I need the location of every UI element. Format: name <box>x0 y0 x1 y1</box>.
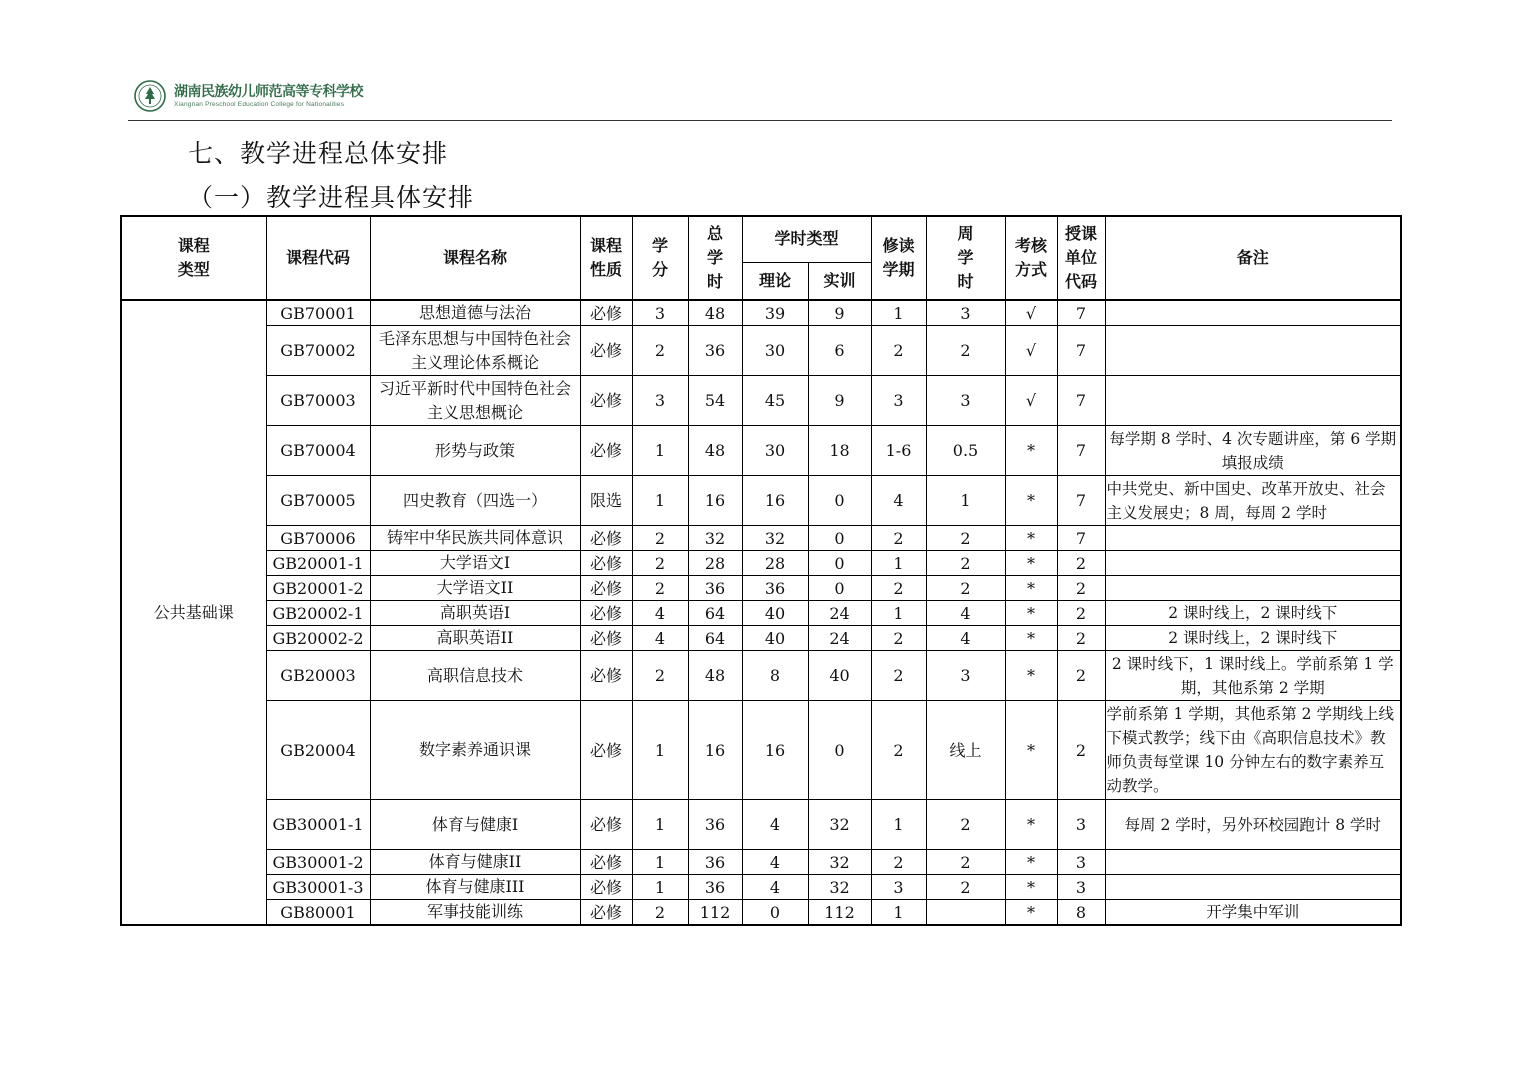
cell-name: 四史教育（四选一） <box>370 476 580 526</box>
cell-code: GB20002-2 <box>266 626 370 651</box>
cell-practice: 0 <box>808 526 871 551</box>
cell-note <box>1105 300 1401 326</box>
cell-note: 2 课时线上，2 课时线下 <box>1105 601 1401 626</box>
school-name: 湖南民族幼儿师范高等专科学校 <box>174 84 363 100</box>
cell-practice: 112 <box>808 900 871 926</box>
cell-note <box>1105 376 1401 426</box>
cell-theory: 4 <box>742 800 808 850</box>
cell-unit: 2 <box>1057 576 1105 601</box>
cell-total: 32 <box>688 526 742 551</box>
cell-assess: √ <box>1005 326 1057 376</box>
cell-total: 48 <box>688 651 742 701</box>
header-total-hours: 总学时 <box>688 216 742 300</box>
cell-code: GB30001-3 <box>266 875 370 900</box>
cell-unit: 7 <box>1057 326 1105 376</box>
cell-assess: * <box>1005 701 1057 800</box>
header-course-name: 课程名称 <box>370 216 580 300</box>
table-row <box>121 526 1401 551</box>
cell-assess: * <box>1005 800 1057 850</box>
header-course-code: 课程代码 <box>266 216 370 300</box>
header-practice: 实训 <box>808 262 871 300</box>
cell-name: 大学语文II <box>370 576 580 601</box>
cell-credits: 1 <box>632 426 688 476</box>
cell-practice: 9 <box>808 376 871 426</box>
header-course-type: 课程类型 <box>121 216 266 300</box>
cell-nature: 必修 <box>580 850 632 875</box>
cell-practice: 40 <box>808 651 871 701</box>
teaching-schedule-table <box>120 215 1402 926</box>
cell-note: 2 课时线下，1 课时线上。学前系第 1 学期，其他系第 2 学期 <box>1105 651 1401 701</box>
cell-total: 54 <box>688 376 742 426</box>
cell-note: 开学集中军训 <box>1105 900 1401 926</box>
cell-note <box>1105 526 1401 551</box>
cell-weekly: 2 <box>926 850 1005 875</box>
cell-practice: 32 <box>808 875 871 900</box>
cell-semester: 2 <box>871 850 926 875</box>
cell-unit: 7 <box>1057 526 1105 551</box>
cell-weekly: 2 <box>926 800 1005 850</box>
table-row <box>121 300 1401 326</box>
cell-assess: * <box>1005 426 1057 476</box>
table-row <box>121 875 1401 900</box>
cell-assess: √ <box>1005 376 1057 426</box>
cell-note <box>1105 875 1401 900</box>
cell-nature: 必修 <box>580 526 632 551</box>
cell-theory: 45 <box>742 376 808 426</box>
cell-code: GB70002 <box>266 326 370 376</box>
header-hour-type: 学时类型 <box>742 216 871 262</box>
cell-practice: 24 <box>808 626 871 651</box>
subsection-title: （一）教学进程具体安排 <box>188 183 475 212</box>
cell-code: GB70001 <box>266 300 370 326</box>
cell-credits: 3 <box>632 376 688 426</box>
cell-total: 64 <box>688 601 742 626</box>
cell-code: GB20001-1 <box>266 551 370 576</box>
cell-unit: 8 <box>1057 900 1105 926</box>
cell-theory: 28 <box>742 551 808 576</box>
table-row <box>121 701 1401 800</box>
table-row <box>121 651 1401 701</box>
cell-weekly: 2 <box>926 326 1005 376</box>
cell-nature: 必修 <box>580 875 632 900</box>
cell-credits: 2 <box>632 900 688 926</box>
cell-practice: 0 <box>808 476 871 526</box>
cell-weekly: 3 <box>926 376 1005 426</box>
cell-total: 64 <box>688 626 742 651</box>
cell-total: 36 <box>688 850 742 875</box>
cell-practice: 32 <box>808 800 871 850</box>
table-row <box>121 326 1401 376</box>
cell-total: 16 <box>688 701 742 800</box>
cell-assess: * <box>1005 576 1057 601</box>
cell-nature: 限选 <box>580 476 632 526</box>
cell-assess: * <box>1005 875 1057 900</box>
cell-credits: 2 <box>632 551 688 576</box>
table-row <box>121 426 1401 476</box>
cell-practice: 0 <box>808 576 871 601</box>
table-row <box>121 376 1401 426</box>
cell-name: 高职英语II <box>370 626 580 651</box>
cell-unit: 2 <box>1057 551 1105 576</box>
cell-unit: 7 <box>1057 426 1105 476</box>
cell-note <box>1105 326 1401 376</box>
cell-nature: 必修 <box>580 576 632 601</box>
cell-unit: 2 <box>1057 701 1105 800</box>
cell-unit: 2 <box>1057 601 1105 626</box>
cell-practice: 0 <box>808 551 871 576</box>
cell-semester: 2 <box>871 326 926 376</box>
cell-nature: 必修 <box>580 626 632 651</box>
cell-credits: 1 <box>632 476 688 526</box>
cell-nature: 必修 <box>580 426 632 476</box>
cell-code: GB20002-1 <box>266 601 370 626</box>
cell-name: 高职信息技术 <box>370 651 580 701</box>
cell-nature: 必修 <box>580 701 632 800</box>
table-row <box>121 800 1401 850</box>
cell-credits: 2 <box>632 326 688 376</box>
cell-semester: 2 <box>871 576 926 601</box>
cell-name: 思想道德与法治 <box>370 300 580 326</box>
cell-code: GB30001-2 <box>266 850 370 875</box>
cell-semester: 1 <box>871 551 926 576</box>
cell-semester: 2 <box>871 651 926 701</box>
cell-assess: * <box>1005 626 1057 651</box>
cell-semester: 2 <box>871 701 926 800</box>
cell-credits: 1 <box>632 800 688 850</box>
cell-semester: 1 <box>871 601 926 626</box>
cell-code: GB20003 <box>266 651 370 701</box>
cell-code: GB70005 <box>266 476 370 526</box>
header-theory: 理论 <box>742 262 808 300</box>
cell-practice: 24 <box>808 601 871 626</box>
cell-credits: 2 <box>632 576 688 601</box>
cell-assess: * <box>1005 526 1057 551</box>
cell-code: GB20001-2 <box>266 576 370 601</box>
cell-semester: 1 <box>871 800 926 850</box>
cell-unit: 7 <box>1057 476 1105 526</box>
cell-nature: 必修 <box>580 601 632 626</box>
cell-note <box>1105 576 1401 601</box>
cell-name: 军事技能训练 <box>370 900 580 926</box>
cell-weekly <box>926 900 1005 926</box>
cell-theory: 16 <box>742 476 808 526</box>
cell-weekly: 4 <box>926 626 1005 651</box>
cell-code: GB70006 <box>266 526 370 551</box>
cell-theory: 0 <box>742 900 808 926</box>
cell-nature: 必修 <box>580 800 632 850</box>
cell-credits: 4 <box>632 601 688 626</box>
table-row <box>121 626 1401 651</box>
cell-weekly: 2 <box>926 551 1005 576</box>
cell-credits: 1 <box>632 850 688 875</box>
cell-theory: 39 <box>742 300 808 326</box>
cell-theory: 32 <box>742 526 808 551</box>
cell-name: 体育与健康III <box>370 875 580 900</box>
cell-unit: 2 <box>1057 651 1105 701</box>
cell-semester: 3 <box>871 875 926 900</box>
cell-note: 每周 2 学时，另外环校园跑计 8 学时 <box>1105 800 1401 850</box>
cell-credits: 2 <box>632 651 688 701</box>
cell-nature: 必修 <box>580 900 632 926</box>
table-row <box>121 576 1401 601</box>
cell-nature: 必修 <box>580 326 632 376</box>
cell-assess: * <box>1005 651 1057 701</box>
cell-weekly: 4 <box>926 601 1005 626</box>
school-name-english: Xiangnan Preschool Education College for Nationalities <box>174 101 345 108</box>
cell-name: 数字素养通识课 <box>370 701 580 800</box>
cell-note: 中共党史、新中国史、改革开放史、社会主义发展史；8 周，每周 2 学时 <box>1105 476 1401 526</box>
cell-unit: 2 <box>1057 626 1105 651</box>
cell-semester: 1-6 <box>871 426 926 476</box>
cell-code: GB80001 <box>266 900 370 926</box>
cell-practice: 18 <box>808 426 871 476</box>
cell-code: GB30001-1 <box>266 800 370 850</box>
cell-total: 16 <box>688 476 742 526</box>
section-title: 七、教学进程总体安排 <box>188 139 449 168</box>
cell-nature: 必修 <box>580 551 632 576</box>
cell-name: 铸牢中华民族共同体意识 <box>370 526 580 551</box>
cell-weekly: 2 <box>926 576 1005 601</box>
cell-total: 112 <box>688 900 742 926</box>
cell-weekly: 3 <box>926 300 1005 326</box>
header-assessment: 考核方式 <box>1005 216 1057 300</box>
page-header <box>128 72 1392 121</box>
cell-theory: 36 <box>742 576 808 601</box>
cell-note <box>1105 551 1401 576</box>
cell-semester: 3 <box>871 376 926 426</box>
cell-assess: * <box>1005 551 1057 576</box>
cell-theory: 4 <box>742 875 808 900</box>
cell-note: 学前系第 1 学期，其他系第 2 学期线上线下模式教学；线下由《高职信息技术》教师负责每堂课 10 分钟左右的数字素养互动教学。 <box>1105 701 1401 800</box>
cell-credits: 2 <box>632 526 688 551</box>
cell-nature: 必修 <box>580 300 632 326</box>
cell-practice: 32 <box>808 850 871 875</box>
cell-semester: 2 <box>871 626 926 651</box>
cell-nature: 必修 <box>580 651 632 701</box>
cell-credits: 3 <box>632 300 688 326</box>
cell-theory: 30 <box>742 426 808 476</box>
header-nature: 课程性质 <box>580 216 632 300</box>
cell-unit: 3 <box>1057 800 1105 850</box>
table-row <box>121 476 1401 526</box>
cell-weekly: 1 <box>926 476 1005 526</box>
cell-weekly: 3 <box>926 651 1005 701</box>
cell-code: GB70003 <box>266 376 370 426</box>
cell-unit: 7 <box>1057 300 1105 326</box>
cell-credits: 1 <box>632 875 688 900</box>
school-logo <box>134 78 363 114</box>
cell-credits: 1 <box>632 701 688 800</box>
cell-total: 36 <box>688 875 742 900</box>
cell-practice: 0 <box>808 701 871 800</box>
cell-theory: 30 <box>742 326 808 376</box>
header-semester: 修读学期 <box>871 216 926 300</box>
table-row <box>121 900 1401 926</box>
cell-note: 每学期 8 学时、4 次专题讲座，第 6 学期填报成绩 <box>1105 426 1401 476</box>
cell-weekly: 2 <box>926 875 1005 900</box>
cell-total: 36 <box>688 800 742 850</box>
cell-name: 习近平新时代中国特色社会主义思想概论 <box>370 376 580 426</box>
cell-assess: * <box>1005 601 1057 626</box>
cell-weekly: 2 <box>926 526 1005 551</box>
cell-assess: √ <box>1005 300 1057 326</box>
cell-theory: 16 <box>742 701 808 800</box>
cell-weekly: 线上 <box>926 701 1005 800</box>
cell-code: GB70004 <box>266 426 370 476</box>
cell-note <box>1105 850 1401 875</box>
cell-assess: * <box>1005 850 1057 875</box>
cell-theory: 8 <box>742 651 808 701</box>
cell-theory: 40 <box>742 626 808 651</box>
cell-total: 28 <box>688 551 742 576</box>
cell-name: 高职英语I <box>370 601 580 626</box>
cell-name: 毛泽东思想与中国特色社会主义理论体系概论 <box>370 326 580 376</box>
cell-credits: 4 <box>632 626 688 651</box>
header-unit-code: 授课单位代码 <box>1057 216 1105 300</box>
cell-total: 48 <box>688 426 742 476</box>
table-row <box>121 850 1401 875</box>
header-credits: 学分 <box>632 216 688 300</box>
cell-unit: 3 <box>1057 850 1105 875</box>
cell-unit: 3 <box>1057 875 1105 900</box>
cell-total: 36 <box>688 326 742 376</box>
header-weekly-hours: 周学时 <box>926 216 1005 300</box>
cell-assess: * <box>1005 476 1057 526</box>
cell-total: 36 <box>688 576 742 601</box>
cell-semester: 1 <box>871 300 926 326</box>
table-row <box>121 601 1401 626</box>
header-remarks: 备注 <box>1105 216 1401 300</box>
course-type-group: 公共基础课 <box>121 300 266 925</box>
table-row <box>121 551 1401 576</box>
cell-name: 体育与健康II <box>370 850 580 875</box>
cell-practice: 9 <box>808 300 871 326</box>
cell-total: 48 <box>688 300 742 326</box>
cell-semester: 2 <box>871 526 926 551</box>
school-seal-icon <box>134 80 166 112</box>
cell-note: 2 课时线上，2 课时线下 <box>1105 626 1401 651</box>
cell-assess: * <box>1005 900 1057 926</box>
cell-name: 形势与政策 <box>370 426 580 476</box>
cell-unit: 7 <box>1057 376 1105 426</box>
cell-name: 大学语文I <box>370 551 580 576</box>
cell-name: 体育与健康I <box>370 800 580 850</box>
cell-code: GB20004 <box>266 701 370 800</box>
cell-theory: 4 <box>742 850 808 875</box>
cell-weekly: 0.5 <box>926 426 1005 476</box>
cell-nature: 必修 <box>580 376 632 426</box>
cell-practice: 6 <box>808 326 871 376</box>
cell-semester: 1 <box>871 900 926 926</box>
cell-theory: 40 <box>742 601 808 626</box>
cell-semester: 4 <box>871 476 926 526</box>
